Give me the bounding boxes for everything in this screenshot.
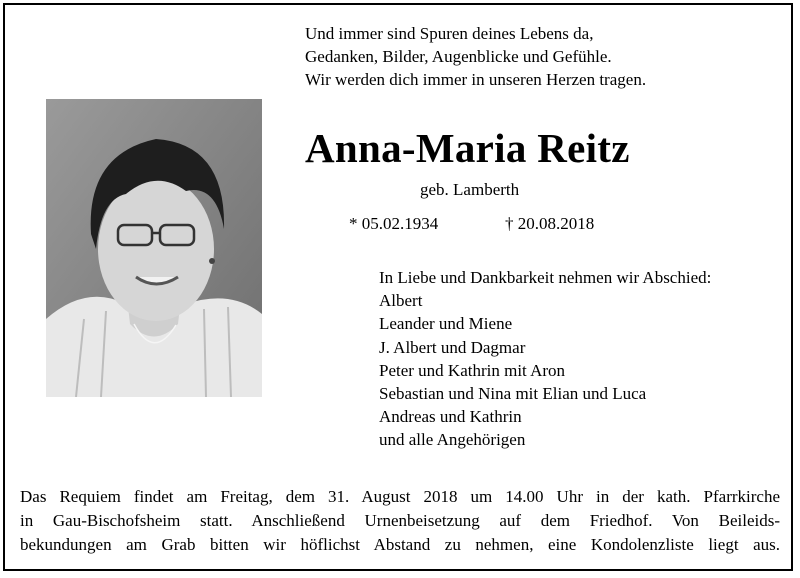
service-info — [20, 485, 780, 557]
mourner-name: Leander und Miene — [379, 314, 513, 334]
birth-name: geb. Lamberth — [420, 180, 520, 199]
service-info-line: in Gau-Bischofsheim statt. Anschließend Urnenbeisetzung auf dem Friedhof. Von Beileids- — [20, 511, 780, 530]
memorial-verse — [305, 22, 646, 91]
deceased-name: Anna-Maria Reitz — [305, 125, 630, 171]
mourners-list — [379, 266, 711, 452]
mourner-name: und alle Angehörigen — [379, 430, 526, 450]
birth-date: * 05.02.1934 — [349, 214, 439, 233]
portrait-photo — [46, 99, 262, 397]
death-date: † 20.08.2018 — [505, 214, 595, 233]
mourner-name: Albert — [379, 291, 423, 311]
verse-line: Und immer sind Spuren deines Lebens da, — [305, 24, 594, 43]
mourner-name: Peter und Kathrin mit Aron — [379, 360, 566, 380]
mourner-name: Sebastian und Nina mit Elian und Luca — [379, 384, 647, 404]
service-info-line: Das Requiem findet am Freitag, dem 31. August 2018 um 14.00 Uhr in der kath. Pfarrkirche — [20, 487, 780, 506]
service-info-line: bekundungen am Grab bitten wir höflichst Abstand zu nehmen, eine Kondolenzliste liegt aus. — [20, 535, 780, 554]
verse-line: Gedanken, Bilder, Augenblicke und Gefühle. — [305, 47, 612, 66]
verse-line: Wir werden dich immer in unseren Herzen tragen. — [305, 70, 647, 89]
mourners-intro: In Liebe und Dankbarkeit nehmen wir Abschied: — [379, 268, 712, 287]
mourner-name: J. Albert und Dagmar — [379, 337, 526, 357]
mourner-name: Andreas und Kathrin — [379, 407, 522, 427]
